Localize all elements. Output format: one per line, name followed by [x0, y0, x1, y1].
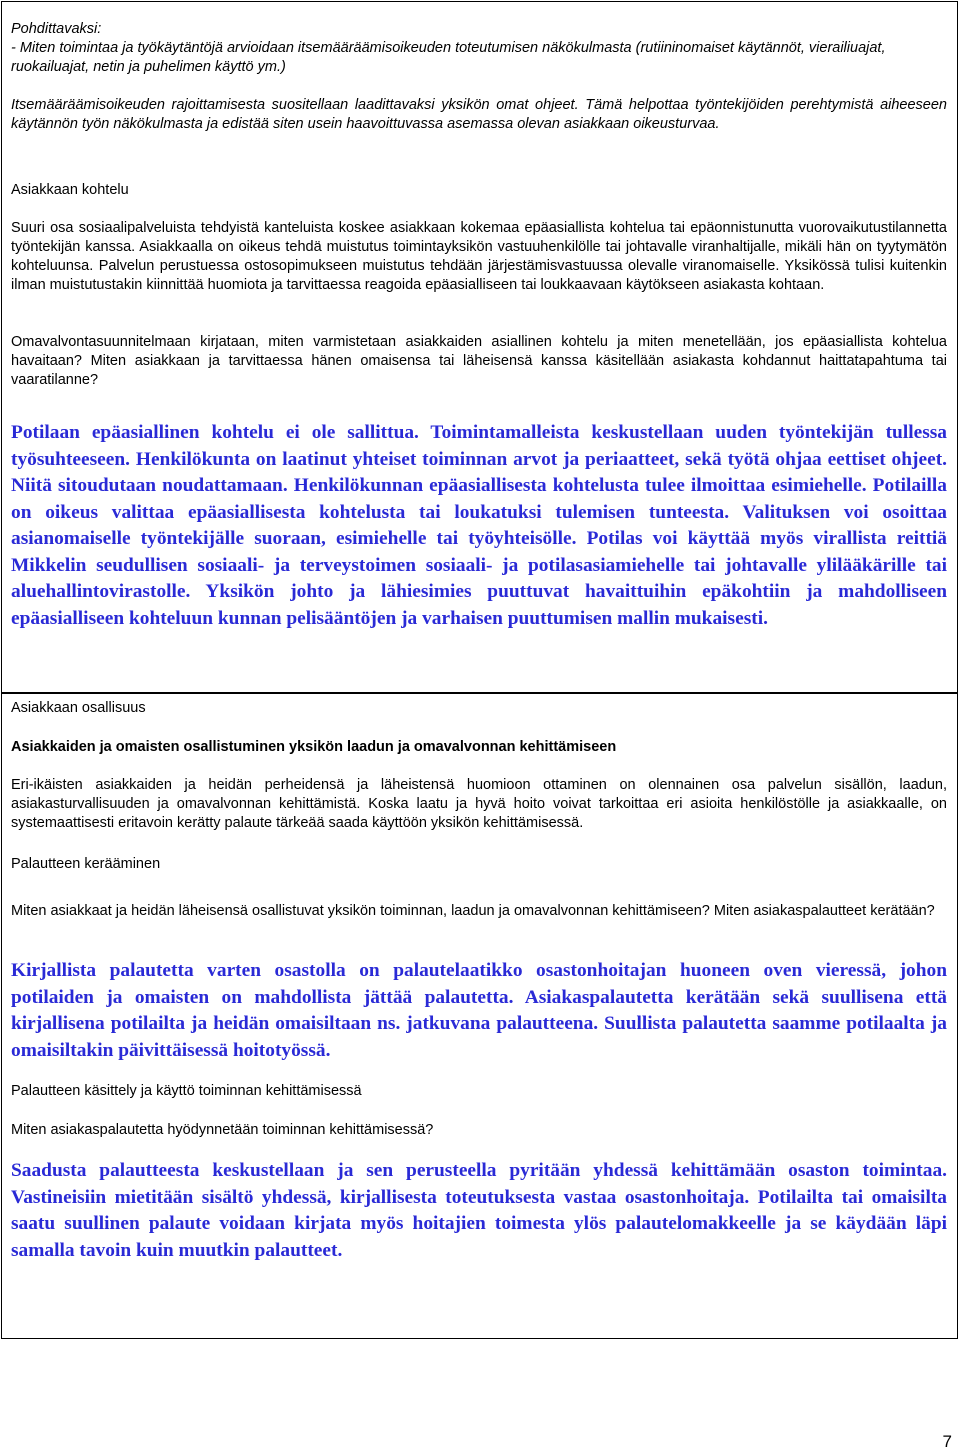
- restriction-text: Itsemääräämisoikeuden rajoittamisesta suositellaan laadittavaksi yksikön omat ohjeet. Tämä helpottaa työntekijöiden perehtymistä aiheeseen käytännön työn näkökulmasta ja edistää siten usein haavoittuvassa asemassa olevan asiakkaan oikeusturvaa.: [11, 97, 947, 132]
- participation-heading: Asiakkaan osallisuus: [11, 700, 146, 716]
- treatment-answer: Potilaan epäasiallinen kohtelu ei ole sallittua. Toimintamalleista keskustellaan uuden työntekijän tullessa työsuhteeseen. Henkilökunta on laatinut yhteiset toiminnan arvot ja periaatteet, sekä työtä ohjaa eettiset ohjeet. Niitä sitoudutaan noudattamaan. Henkilökunnan epäasiallisesta kohtelusta tulee ilmoittaa esimiehelle. Potilailla on oikeus valittaa epäasiallisesta kohtelusta tai loukatuksi tulemisen tunteesta. Valituksen voi osoittaa asianomaiselle työntekijälle suoraan, esimiehelle tai työyhteisölle. Potilas voi käyttää myös virallista reittiä Mikkelin seudullisen sosiaali- ja terveystoimen sosiaali- ja potilasasiamiehelle tai johtavalle ylilääkärille tai aluehallintovirastolle. Yksikön johto ja lähiesimies puuttuvat havaittuihin epäkohtiin ja mahdolliseen epäasialliseen kohteluun kunnan pelisääntöjen ja varhaisen puuttumisen mallin mukaisesti.: [11, 422, 947, 629]
- usage-question: Miten asiakaspalautetta hyödynnetään toiminnan kehittämisessä?: [11, 1122, 434, 1138]
- treatment-text: Suuri osa sosiaalipalveluista tehdyistä kanteluista koskee asiakkaan kokemaa epäasiallista kohtelua tai epäonnistunutta vuorovaikutustilannetta työntekijän kanssa. Asiakkaalla on oikeus tehdä muistutus toimintayksikön vastuuhenkilölle tai johtavalle viranhaltijalle, mikäli hän on tyytymätön kohteluunsa. Palvelun perustuessa ostosopimukseen muistutus tehdään järjestämisvastuussa olevalle viranomaiselle. Yksikössä tulisi kuitenkin ilman muistutustakin kiinnittää huomiota ja tarvittaessa reagoida epäasialliseen tai loukkaavaan käytökseen asiakasta kohtaan.: [11, 220, 947, 293]
- collection-heading: Palautteen kerääminen: [11, 856, 161, 872]
- usage-heading: Palautteen käsittely ja käyttö toiminnan kehittämisessä: [11, 1083, 362, 1099]
- reflection-text: - Miten toimintaa ja työkäytäntöjä arvioidaan itsemääräämisoikeuden toteutumisen näkökulmasta (rutiininomaiset käytännöt, vierailiuajat, ruokailuajat, netin ja puhelimen käyttö ym.): [11, 40, 886, 75]
- plan-text: Omavalvontasuunnitelmaan kirjataan, miten varmistetaan asiakkaiden asiallinen kohtelu ja miten menetellään, jos epäasiallista kohtelua havaitaan? Miten asiakkaan ja tarvittaessa hänen omaisensa tai läheisensä kanssa käsitellään asiakasta kohdannut haittatapahtuma tai vaaratilanne?: [11, 334, 947, 388]
- collection-question: Miten asiakkaat ja heidän läheisensä osallistuvat yksikön toiminnan, laadun ja omavalvonnan kehittämiseen? Miten asiakaspalautteet kerätään?: [11, 903, 935, 919]
- collection-answer: Kirjallista palautetta varten osastolla on palautelaatikko osastonhoitajan huoneen oven vieressä, johon potilaiden ja omaisten on mahdollista jättää palautetta. Asiakaspalautetta kerätään sekä suullisena että kirjallisena potilailta ja heidän omaisiltaan ns. jatkuvana palautteena. Suullista palautetta saamme potilaalta ja omaisiltakin päivittäisessä hoitotyössä.: [11, 960, 947, 1061]
- treatment-heading: Asiakkaan kohtelu: [11, 182, 129, 198]
- usage-answer: Saadusta palautteesta keskustellaan ja sen perusteella pyritään yhdessä kehittämään osaston toimintaa. Vastineisiin mietitään sisältö yhdessä, kirjallisesta toteutuksesta vastaa osastonhoitaja. Potilailta tai omaisilta saatu suullinen palaute voidaan kirjata myös hoitajien toimesta ylös palautelomakkeelle ja se käydään läpi samalla tavoin kuin muutkin palautteet.: [11, 1160, 947, 1261]
- reflection-heading: Pohdittavaksi:: [11, 21, 102, 37]
- participation-text: Eri-ikäisten asiakkaiden ja heidän perheidensä ja läheistensä huomioon ottaminen on olennainen osa palvelun sisällön, laadun, asiakasturvallisuuden ja omavalvonnan kehittämistä. Koska laatu ja hyvä hoito voivat tarkoittaa eri asioita henkilöstölle ja asiakkaalle, on systemaattisesti eritavoin kerätty palaute tärkeää saada käyttöön yksikön kehittämisessä.: [11, 777, 947, 831]
- page-number: 7: [942, 1432, 952, 1451]
- participation-subheading: Asiakkaiden ja omaisten osallistuminen yksikön laadun ja omavalvonnan kehittämiseen: [11, 739, 617, 755]
